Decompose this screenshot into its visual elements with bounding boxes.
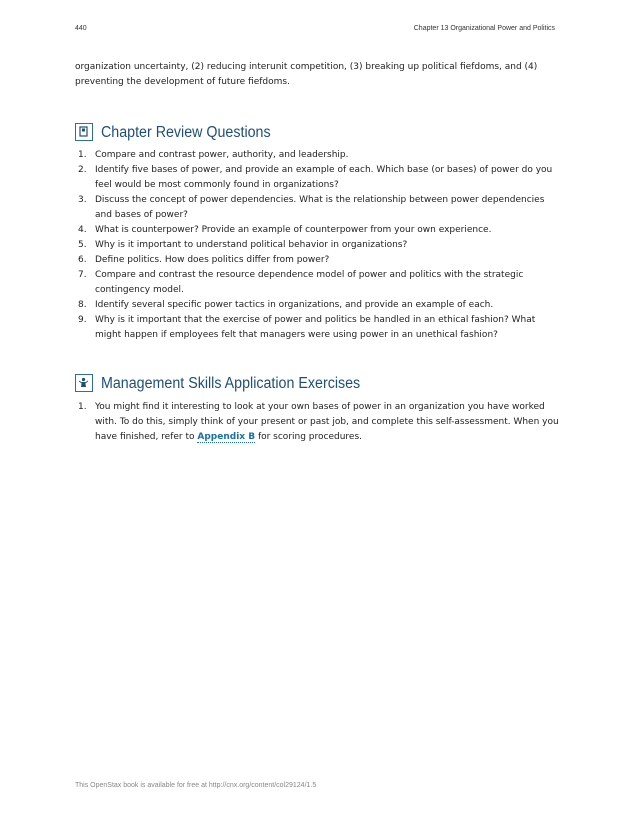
- list-item: 1. You might find it interesting to look at your own bases of power in an organization you have worked with. To do this, simply think of your present or past job, and complete this self-assessment. When you have finished, refer to Appendix B for scoring procedures.: [78, 402, 559, 442]
- list-item: 4. What is counterpower? Provide an example of counterpower from your own experience.: [78, 225, 492, 235]
- page-footer: This OpenStax book is available for free at http://cnx.org/content/col29124/1.5: [75, 782, 317, 789]
- chapter-title: Chapter 13 Organizational Power and Politics: [413, 25, 555, 32]
- list-item: 5. Why is it important to understand political behavior in organizations?: [78, 240, 408, 250]
- list-item: 8. Identify several specific power tactics in organizations, and provide an example of each.: [78, 300, 494, 310]
- exercises-section-title: Management Skills Application Exercises: [101, 375, 361, 392]
- review-questions-list: [75, 148, 560, 343]
- list-item: 7. Compare and contrast the resource dependence model of power and politics with the strategic contingency model.: [78, 270, 524, 295]
- list-item: 3. Discuss the concept of power dependencies. What is the relationship between power dependencies and bases of power?: [78, 195, 545, 220]
- list-item: 6. Define politics. How does politics differ from power?: [78, 255, 330, 265]
- appendix-b-link[interactable]: Appendix B: [197, 432, 256, 442]
- person-presenting-icon: [75, 374, 93, 392]
- list-item: 9. Why is it important that the exercise of power and politics be handled in an ethical fashion? What might happen if employees felt that managers were using power in an unethical fashion?: [78, 315, 536, 340]
- list-item: 1. Compare and contrast power, authority, and leadership.: [78, 150, 349, 160]
- intro-paragraph: organization uncertainty, (2) reducing interunit competition, (3) breaking up political fiefdoms, and (4) preventing the development of future fiefdoms.: [75, 62, 538, 87]
- list-item: 2. Identify five bases of power, and provide an example of each. Which base (or bases) of power do you feel would be most commonly found in organizations?: [78, 165, 553, 190]
- page-number: 440: [75, 25, 87, 32]
- book-icon: [75, 123, 93, 141]
- exercises-list: [75, 400, 560, 445]
- review-section-title: Chapter Review Questions: [101, 124, 271, 141]
